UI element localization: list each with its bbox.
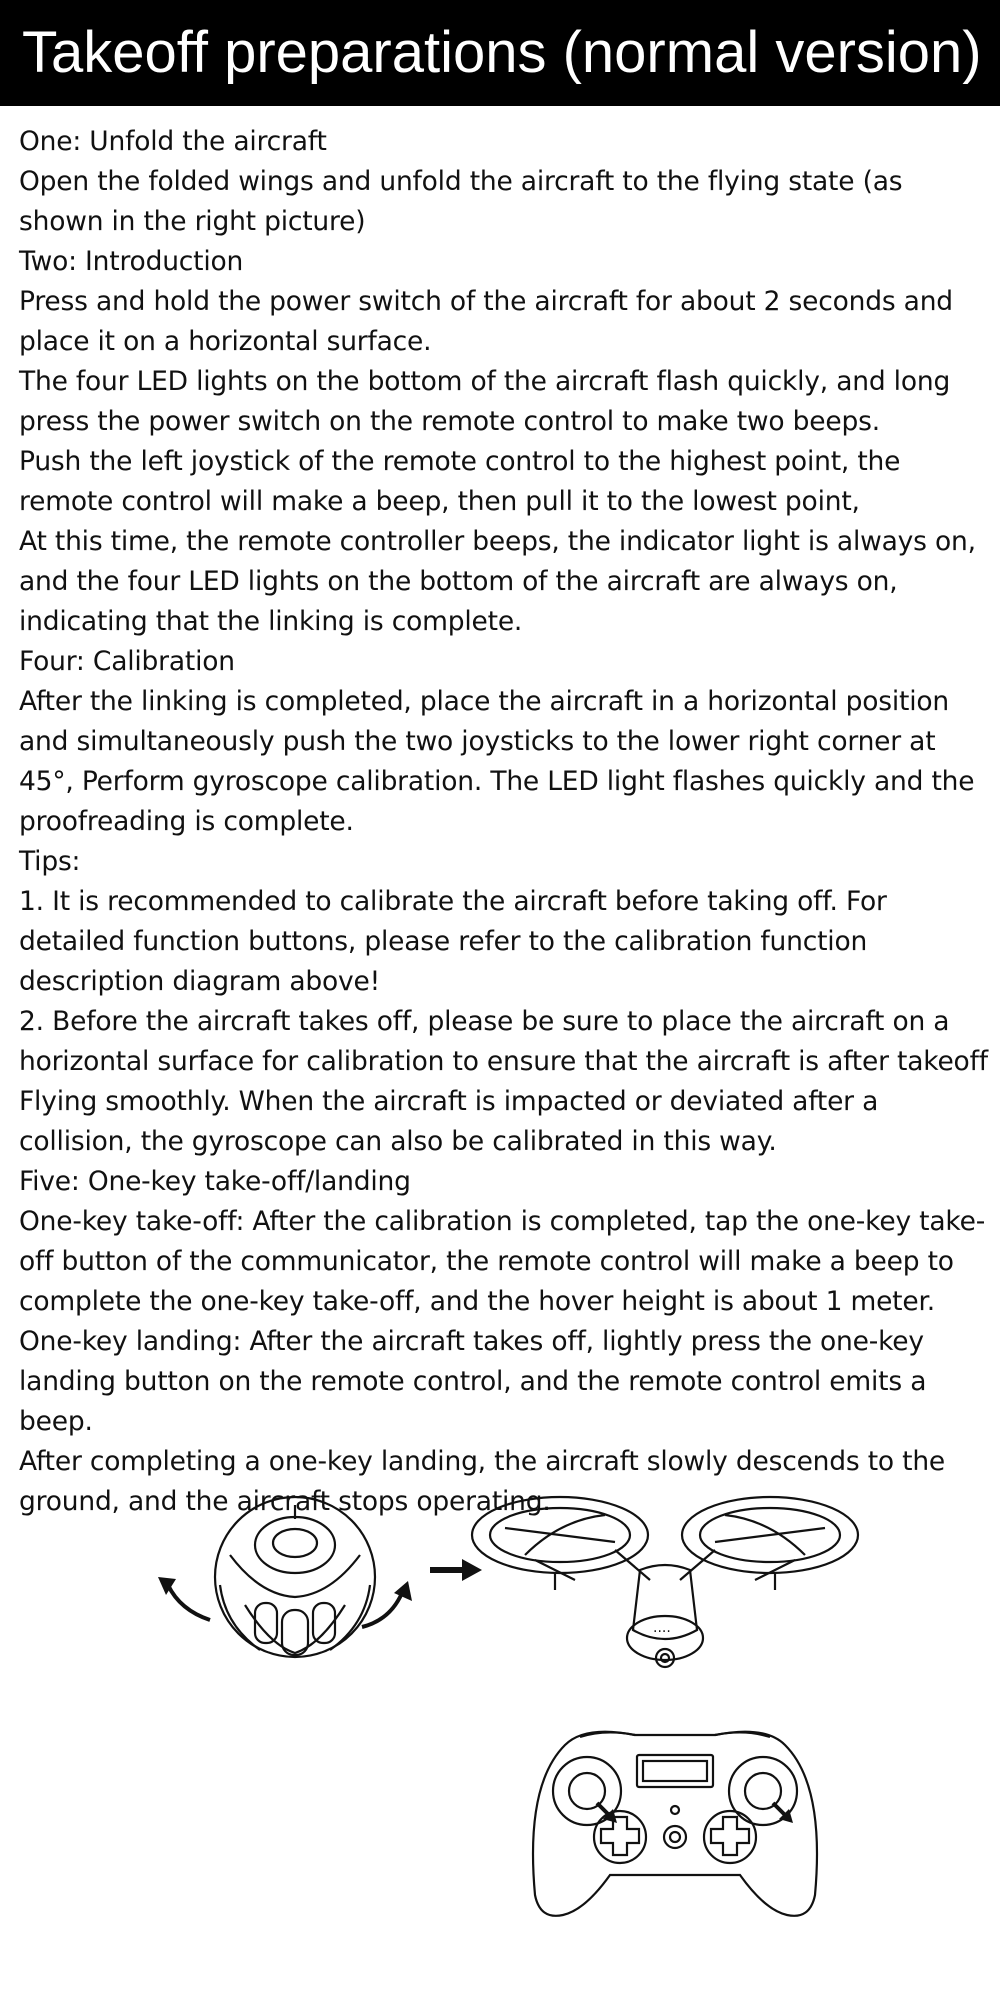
folded-drone-illustration [150,1485,420,1670]
step-five-heading: Five: One-key take-off/landing [19,1166,411,1197]
step-two-text-1: Press and hold the power switch of the aircraft for about 2 seconds and place it on a horizontal surface. [19,286,953,357]
step-five-finish: After completing a one-key landing, the aircraft slowly descends to the ground, and the aircraft stops operating. [19,1446,946,1517]
step-two-text-3: Push the left joystick of the remote control to the highest point, the remote control will make a beep, then pull it to the lowest point, [19,446,901,517]
step-two-text-4: At this time, the remote controller beeps, the indicator light is always on, and the four LED lights on the bottom of the aircraft are always on, indicating that the linking is complete. [19,526,976,637]
step-four-text: After the linking is completed, place the aircraft in a horizontal position and simultaneously push the two joysticks to the lower right corner at 45°, Perform gyroscope calibration. The LED light flashes quickly and the proofreading is complete. [19,686,975,837]
step-one-heading: One: Unfold the aircraft [19,126,327,157]
step-two-heading: Two: Introduction [19,246,244,277]
step-four-heading: Four: Calibration [19,646,235,677]
step-five-landing: One-key landing: After the aircraft takes off, lightly press the one-key landing button on the remote control, and the remote control emits a beep. [19,1326,927,1437]
remote-controller-illustration [525,1725,825,1925]
page-title: Takeoff preparations (normal version) [0,0,1000,106]
tip-2: 2. Before the aircraft takes off, please be sure to place the aircraft on a horizontal surface for calibration to ensure that the aircraft is after takeoff Flying smoothly. When the aircraft is impacted or deviated after a collision, the gyroscope can also be calibrated in this way. [19,1006,988,1157]
tips-heading: Tips: [19,846,81,877]
instructions-body [19,122,994,1522]
unfolded-drone-illustration [465,1480,865,1680]
step-one-text: Open the folded wings and unfold the aircraft to the flying state (as shown in the right picture) [19,166,903,237]
step-two-text-2: The four LED lights on the bottom of the aircraft flash quickly, and long press the power switch on the remote control to make two beeps. [19,366,951,437]
svg-text:....: .... [653,1620,671,1636]
tip-1: 1. It is recommended to calibrate the aircraft before taking off. For detailed function buttons, please refer to the calibration function description diagram above! [19,886,887,997]
step-five-takeoff: One-key take-off: After the calibration is completed, tap the one-key take-off button of the communicator, the remote control will make a beep to complete the one-key take-off, and the hover height is about 1 meter. [19,1206,986,1317]
